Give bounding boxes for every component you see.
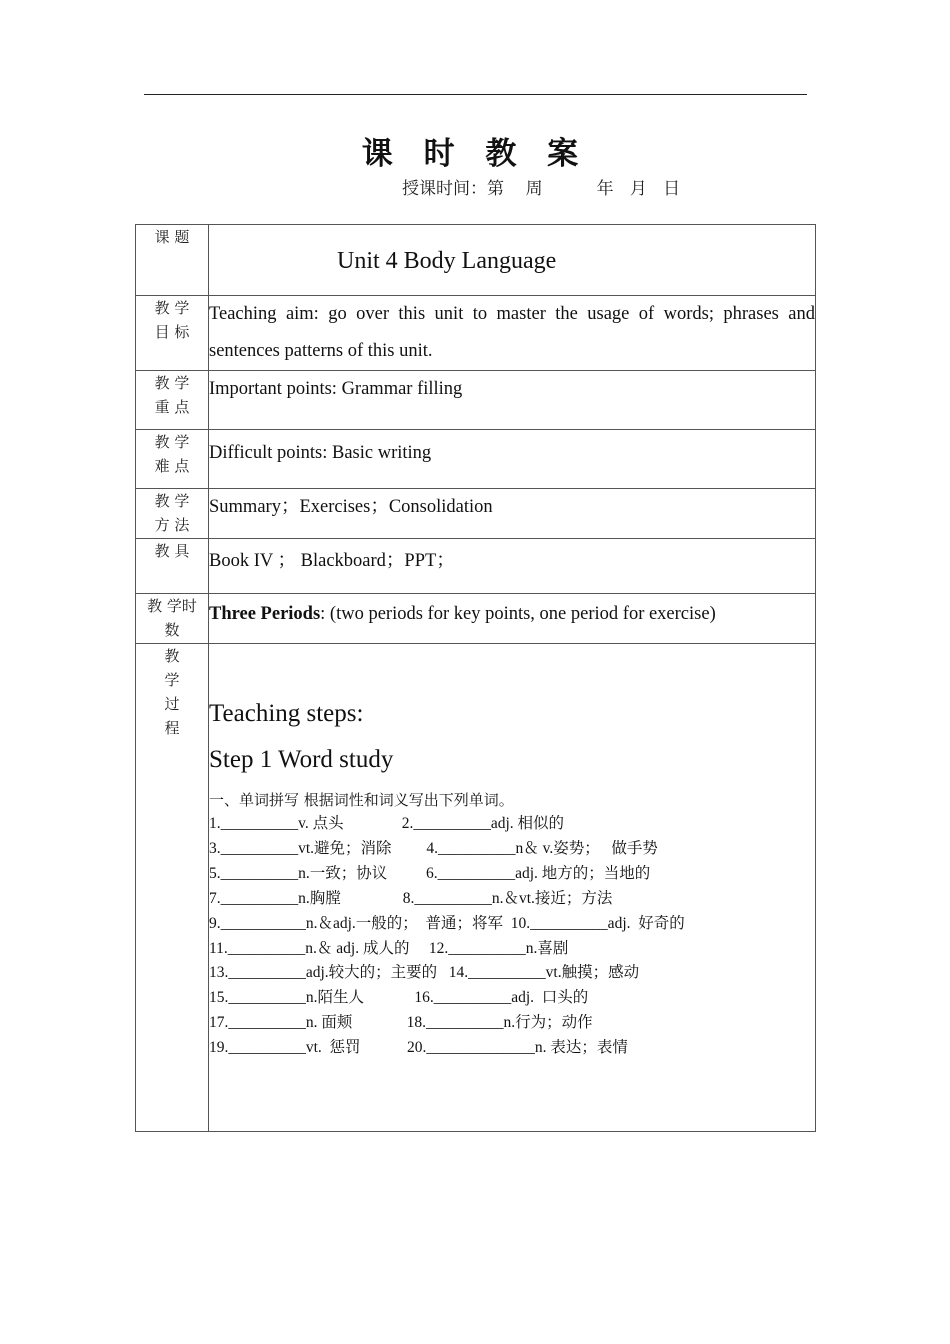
step-1-heading: Step 1 Word study bbox=[209, 746, 394, 773]
difficult-points: Difficult points: Basic writing bbox=[209, 430, 816, 489]
header-rule bbox=[144, 94, 807, 95]
row-difficult-points bbox=[136, 430, 816, 489]
teaching-process bbox=[209, 644, 816, 1132]
document-title: 课 时 教 案 bbox=[361, 136, 589, 172]
row-topic bbox=[136, 225, 816, 296]
word-line: 17.__________n. 面颊 18.__________n.行为；动作 bbox=[209, 1014, 593, 1032]
periods-detail: : (two periods for key points, one period for exercise) bbox=[320, 604, 716, 624]
date-line: 授课时间：第 周 年 月 日 bbox=[402, 179, 681, 199]
label-tools: 教 具 bbox=[136, 539, 209, 594]
periods-count: Three Periods bbox=[209, 604, 321, 624]
teaching-aim: Teaching aim: go over this unit to master the usage of words; phrases and sentences patterns of this unit. bbox=[209, 296, 816, 371]
label-process: 教 学 过 程 bbox=[136, 644, 209, 1132]
word-line: 13.__________adj.较大的；主要的 14.__________vt.触摸；感动 bbox=[209, 964, 640, 982]
row-aim bbox=[136, 296, 816, 371]
row-tools bbox=[136, 539, 816, 594]
exercise-instruction: 一、单词拼写 根据词性和词义写出下列单词。 bbox=[209, 791, 514, 809]
teaching-tools: Book IV ； Blackboard；PPT； bbox=[209, 539, 816, 594]
row-periods bbox=[136, 594, 816, 644]
word-line: 7.__________n.胸膛 8.__________n.＆vt.接近；方法 bbox=[209, 889, 613, 907]
unit-title: Unit 4 Body Language bbox=[337, 248, 557, 274]
word-line: 1.__________v. 点头 2.__________adj. 相似的 bbox=[209, 815, 565, 832]
teaching-steps-heading: Teaching steps: bbox=[209, 700, 364, 727]
lesson-plan-table bbox=[135, 224, 816, 1132]
teaching-method: Summary；Exercises；Consolidation bbox=[209, 489, 816, 539]
label-method: 教 学 方 法 bbox=[136, 489, 209, 539]
word-line: 15.__________n.陌生人 16.__________adj. 口头的 bbox=[209, 989, 589, 1007]
key-points: Important points: Grammar filling bbox=[209, 371, 816, 430]
row-process bbox=[136, 644, 816, 1132]
row-method bbox=[136, 489, 816, 539]
word-line: 9.___________n.＆adj.一般的； 普通；将军 10.__________adj. 好奇的 bbox=[209, 914, 685, 932]
label-key-points: 教 学 重 点 bbox=[136, 371, 209, 430]
label-topic: 课 题 bbox=[136, 225, 209, 296]
word-line: 11.__________n.＆ adj. 成人的 12.__________n.喜剧 bbox=[209, 939, 569, 957]
label-difficult-points: 教 学 难 点 bbox=[136, 430, 209, 489]
word-line: 5.__________n.一致；协议 6.__________adj. 地方的；当地的 bbox=[209, 864, 651, 882]
word-line: 19.__________vt. 惩罚 20.______________n. 表达；表情 bbox=[209, 1039, 628, 1057]
periods bbox=[209, 594, 816, 644]
label-periods: 教 学时 数 bbox=[136, 594, 209, 644]
word-line: 3.__________vt.避免；消除 4.__________n＆ v.姿势； 做手势 bbox=[209, 839, 658, 857]
label-aim: 教 学 目 标 bbox=[136, 296, 209, 371]
row-key-points bbox=[136, 371, 816, 430]
